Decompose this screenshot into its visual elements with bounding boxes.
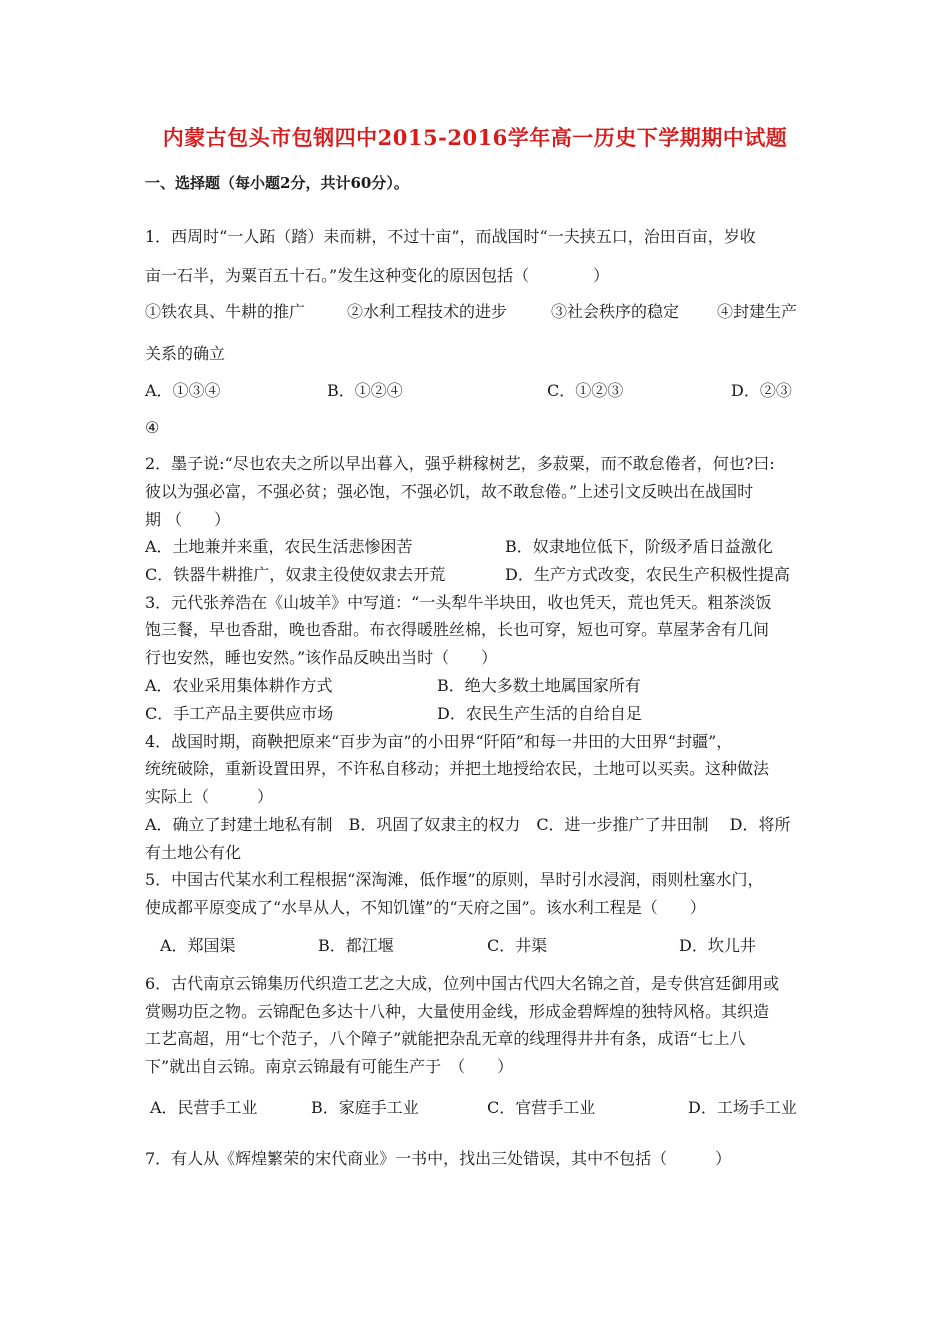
q1-item-1: ①铁农具、牛耕的推广 xyxy=(145,302,306,321)
q6-option-d: D．工场手工业 xyxy=(688,1098,797,1117)
q5-line-2: 使成都平原变成了“水旱从人，不知饥馑”的“天府之国”。该水利工程是（ ） xyxy=(145,898,706,917)
q2-option-c: C．铁器牛耕推广，奴隶主役使奴隶去开荒 xyxy=(145,565,446,584)
q1-line-2: 亩一石半，为粟百五十石。”发生这种变化的原因包括（ ） xyxy=(145,266,610,285)
q1-item-3: ③社会秩序的稳定 xyxy=(551,302,680,321)
section-heading: 一、选择题（每小题2分，共计60分）。 xyxy=(145,174,409,192)
q3-line-2: 饱三餐，早也香甜，晚也香甜。布衣得暖胜丝棉，长也可穿，短也可穿。草屋茅舍有几间 xyxy=(145,620,770,639)
q6-option-a: A．民营手工业 xyxy=(150,1098,258,1117)
q6-line-2: 赏赐功臣之物。云锦配色多达十八种，大量使用金线，形成金碧辉煌的独特风格。其织造 xyxy=(145,1002,770,1021)
q2-line-2: 彼以为强必富，不强必贫；强必饱，不强必饥，故不敢怠倦。”上述引文反映出在战国时 xyxy=(145,482,754,501)
q3-option-c: C．手工产品主要供应市场 xyxy=(145,704,334,723)
q5-option-d: D．坎儿井 xyxy=(679,936,756,955)
q2-option-b: B．奴隶地位低下，阶级矛盾日益激化 xyxy=(505,537,773,556)
q1-line-4: 关系的确立 xyxy=(145,344,226,363)
q1-option-b: B．①②④ xyxy=(327,381,403,400)
q1-item-4: ④封建生产 xyxy=(717,302,798,321)
q4-line-3: 实际上（ ） xyxy=(145,787,274,806)
q5-line-1: 5．中国古代某水利工程根据“深淘滩，低作堰”的原则，旱时引水浸润，雨则杜塞水门， xyxy=(145,870,764,889)
q6-line-4: 下”就出自云锦。南京云锦最有可能生产于 （ ） xyxy=(145,1057,514,1076)
q1-option-c: C．①②③ xyxy=(547,381,624,400)
q3-option-a: A．农业采用集体耕作方式 xyxy=(145,676,333,695)
q2-option-d: D．生产方式改变，农民生产积极性提高 xyxy=(505,565,790,584)
q6-option-b: B．家庭手工业 xyxy=(311,1098,419,1117)
q3-option-b: B．绝大多数土地属国家所有 xyxy=(437,676,641,695)
q3-line-1: 3．元代张养浩在《山坡羊》中写道：“一头犁牛半块田，收也凭天，荒也凭天。粗茶淡饭 xyxy=(145,593,772,612)
q6-option-c: C．官营手工业 xyxy=(487,1098,596,1117)
q2-option-a: A．土地兼并来重，农民生活悲惨困苦 xyxy=(145,537,413,556)
q5-option-a: A．郑国渠 xyxy=(160,936,236,955)
q6-line-1: 6．古代南京云锦集历代织造工艺之大成，位列中国古代四大名锦之首，是专供宫廷御用或 xyxy=(145,974,780,993)
q4-line-5: 有土地公有化 xyxy=(145,843,242,862)
q7-line-1: 7．有人从《辉煌繁荣的宋代商业》一书中，找出三处错误，其中不包括（ ） xyxy=(145,1149,732,1168)
q1-line-6: ④ xyxy=(145,418,160,437)
q1-option-d: D．②③ xyxy=(731,381,792,400)
q4-line-1: 4．战国时期，商鞅把原来“百步为亩”的小田界“阡陌”和每一井田的大田界“封疆”， xyxy=(145,732,733,751)
q2-line-1: 2．墨子说:“尽也农夫之所以早出暮入，强乎耕稼树艺，多菽粟，而不敢怠倦者，何也?曰: xyxy=(145,454,775,473)
q1-option-a: A．①③④ xyxy=(145,381,221,400)
q5-option-b: B．都江堰 xyxy=(318,936,394,955)
page-title: 内蒙古包头市包钢四中2015-2016学年高一历史下学期期中试题 xyxy=(162,125,788,150)
q4-line-2: 统统破除，重新设置田界，不许私自移动；并把土地授给农民，土地可以买卖。这种做法 xyxy=(145,759,770,778)
q4-line-4: A．确立了封建土地私有制 B．巩固了奴隶主的权力 C．进一步推广了井田制 D．将所 xyxy=(145,815,791,834)
q2-line-3: 期 （ ） xyxy=(145,510,231,529)
q3-option-d: D．农民生产生活的自给自足 xyxy=(437,704,642,723)
q1-line-1: 1．西周时“一人跖（踏）耒而耕，不过十亩”，而战国时“一夫挟五口，治田百亩，岁收 xyxy=(145,227,756,246)
q3-line-3: 行也安然，睡也安然。”该作品反映出当时（ ） xyxy=(145,648,498,667)
q6-line-3: 工艺高超，用“七个范子，八个障子”就能把杂乱无章的线理得井井有条，成语“七上八 xyxy=(145,1029,746,1048)
q1-item-2: ②水利工程技术的进步 xyxy=(347,302,508,321)
q5-option-c: C．井渠 xyxy=(487,936,548,955)
